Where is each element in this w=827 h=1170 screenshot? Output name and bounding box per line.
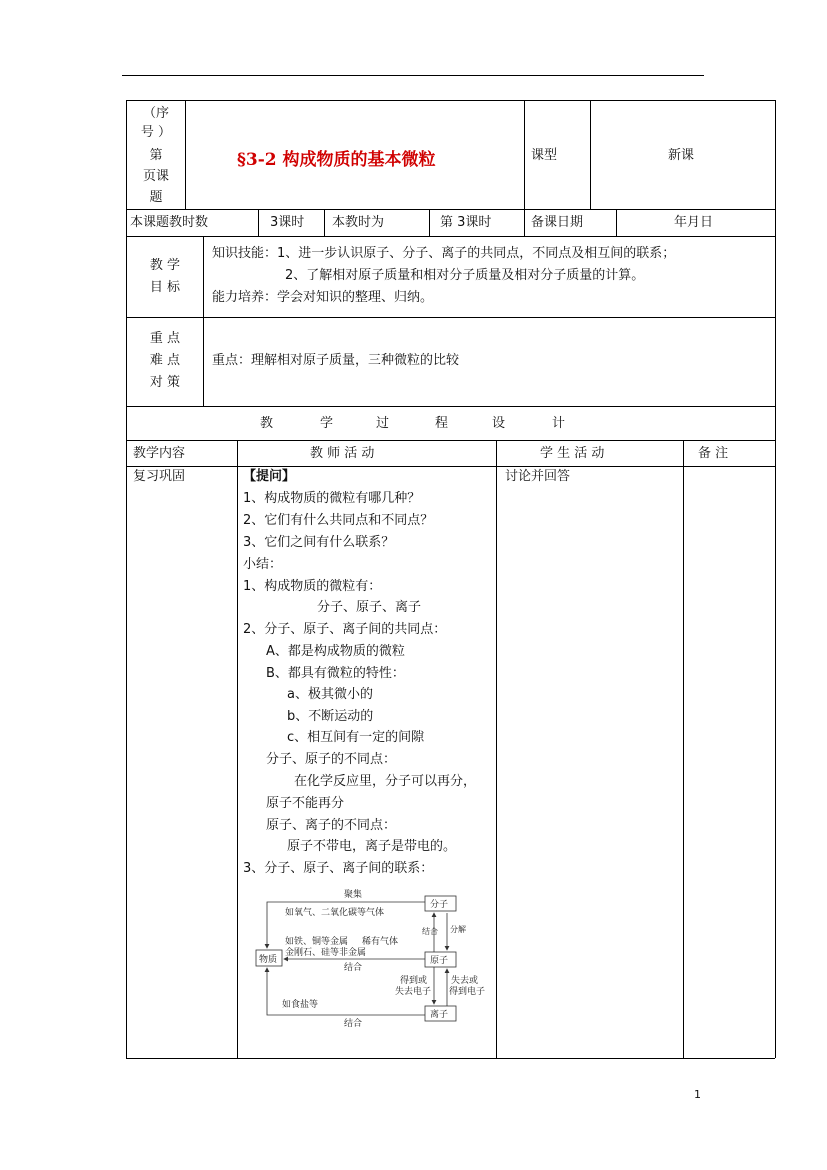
process-title-char: 计 — [552, 416, 566, 431]
teacher-line: 在化学反应里，分子可以再分， — [294, 774, 477, 789]
lose-gain-label: 得到电子 — [449, 987, 486, 997]
teacher-line: 2、分子、原子、离子间的共同点： — [243, 622, 447, 637]
seq-cell-line: 第 — [149, 148, 163, 163]
combine-mid-label: 结合 — [344, 963, 363, 973]
combine-vertical-label: 结合 — [422, 927, 438, 936]
molecule-label: 分子 — [430, 900, 449, 910]
content-cell: 复习巩固 — [133, 469, 186, 484]
process-title-char: 教 — [260, 416, 274, 431]
teacher-line: 1、构成物质的微粒有哪几种？ — [243, 491, 421, 506]
teacher-line: 【提问】 — [243, 469, 296, 484]
teacher-line: B、都具有微粒的特性： — [266, 666, 405, 681]
lesson-title: §3-2 构成物质的基本微粒 — [237, 150, 436, 170]
hours-value: 3课时 — [270, 215, 305, 230]
col-header-student: 学 生 活 动 — [540, 446, 605, 461]
goals-line: 2、了解相对原子质量和相对分子质量及相对分子质量的计算。 — [285, 268, 645, 283]
ion-label: 离子 — [430, 1010, 449, 1020]
hours-label: 本课题教时数 — [130, 215, 209, 230]
seq-cell-line: 号 ） — [140, 125, 172, 140]
goals-line: 能力培养：学会对知识的整理、归纳。 — [212, 290, 434, 305]
process-title-char: 设 — [492, 416, 506, 431]
combine-bottom-label: 结合 — [344, 1019, 363, 1029]
page-number: 1 — [694, 1088, 701, 1101]
current-value: 第 3课时 — [440, 215, 492, 230]
col-header-content: 教学内容 — [133, 446, 186, 461]
teacher-line: A、都是构成物质的微粒 — [266, 644, 405, 659]
gain-lose-label: 得到或 — [400, 976, 428, 986]
teacher-line: 分子、原子、离子 — [317, 600, 422, 615]
process-title-char: 程 — [435, 416, 449, 431]
teacher-line: 分子、原子的不同点： — [266, 752, 397, 767]
example-salt: 如食盐等 — [282, 1000, 319, 1010]
teacher-line: a、极其微小的 — [287, 687, 373, 702]
focus-text: 重点：理解相对原子质量，三种微粒的比较 — [212, 353, 460, 368]
teacher-line: 原子、离子的不同点： — [266, 818, 397, 833]
focus-label: 难 点 — [149, 353, 181, 368]
col-header-remarks: 备 注 — [698, 446, 729, 461]
seq-cell-line: 题 — [149, 190, 163, 205]
goals-line: 知识技能：1、进一步认识原子、分子、离子的共同点，不同点及相互间的联系； — [212, 246, 676, 261]
teacher-line: 原子不带电，离子是带电的。 — [287, 839, 457, 854]
lesson-type-label: 课型 — [531, 148, 558, 163]
gain-lose-label: 失去电子 — [395, 987, 432, 997]
lesson-type-value: 新课 — [668, 148, 695, 163]
teacher-line: 1、构成物质的微粒有： — [243, 579, 382, 594]
goals-label: 教 学 — [149, 258, 181, 273]
example-noble-gas: 稀有气体 — [362, 937, 399, 947]
teacher-line: 小结： — [243, 557, 283, 572]
seq-cell-line: （序 — [142, 106, 169, 121]
matter-label: 物质 — [259, 955, 278, 965]
teacher-line: c、相互间有一定的间隙 — [287, 730, 425, 745]
teacher-line: b、不断运动的 — [287, 709, 374, 724]
particle-relationship-diagram — [256, 888, 486, 1030]
process-title-char: 学 — [320, 416, 334, 431]
seq-cell-line: 页课 — [142, 169, 169, 184]
teacher-line: 3、它们之间有什么联系？ — [243, 535, 395, 550]
goals-label: 目 标 — [149, 280, 181, 295]
lose-gain-label: 失去或 — [451, 976, 479, 986]
example-gas: 如氧气、二氧化碳等气体 — [285, 908, 385, 918]
teacher-line: 原子不能再分 — [266, 796, 345, 811]
col-header-teacher: 教 师 活 动 — [310, 446, 375, 461]
focus-label: 重 点 — [149, 331, 181, 346]
example-metal: 如铁、铜等金属 — [285, 937, 349, 947]
atom-label: 原子 — [430, 956, 449, 966]
focus-label: 对 策 — [149, 375, 181, 390]
current-label: 本教时为 — [332, 215, 385, 230]
process-title-char: 过 — [376, 416, 390, 431]
decompose-label: 分解 — [450, 925, 466, 934]
student-cell: 讨论并回答 — [505, 469, 571, 484]
gather-label: 聚集 — [344, 890, 363, 900]
teacher-line: 2、它们有什么共同点和不同点？ — [243, 513, 434, 528]
header-rule — [122, 75, 704, 76]
teacher-line: 3、分子、原子、离子间的联系： — [243, 861, 434, 876]
prep-date-label: 备课日期 — [531, 215, 584, 230]
prep-date-value: 年月日 — [674, 215, 714, 230]
example-nonmetal: 金刚石、硅等非金属 — [285, 948, 367, 958]
